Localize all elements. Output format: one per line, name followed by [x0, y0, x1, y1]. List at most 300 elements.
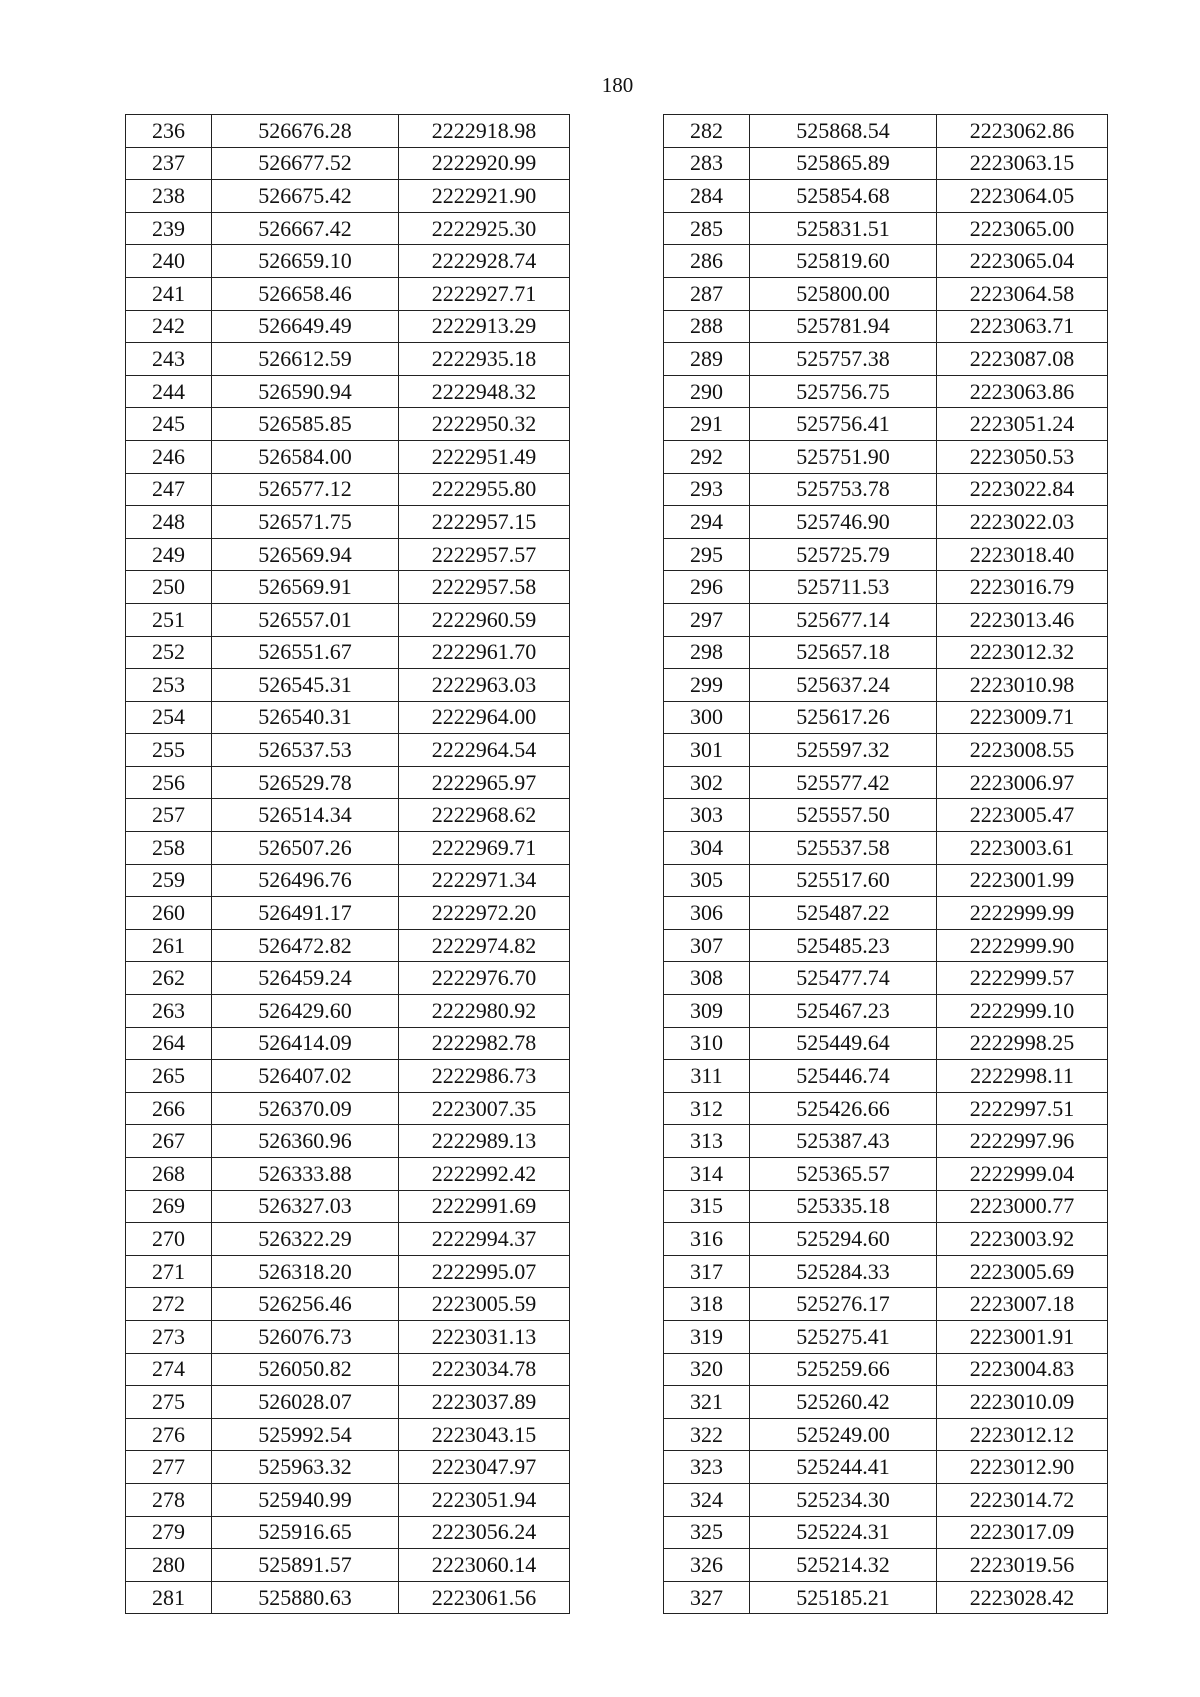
- point-number-cell: 300: [664, 701, 750, 734]
- point-number-cell: 247: [126, 473, 212, 506]
- point-number-cell: 268: [126, 1158, 212, 1191]
- y-coordinate-cell: 2223014.72: [937, 1483, 1108, 1516]
- x-coordinate-cell: 525467.23: [750, 995, 937, 1028]
- table-row: [126, 669, 570, 702]
- table-row: [664, 538, 1108, 571]
- table-row: [126, 506, 570, 539]
- y-coordinate-cell: 2223051.94: [399, 1483, 570, 1516]
- x-coordinate-cell: 525868.54: [750, 115, 937, 148]
- table-row: [664, 571, 1108, 604]
- x-coordinate-cell: 525725.79: [750, 538, 937, 571]
- x-coordinate-cell: 526612.59: [212, 343, 399, 376]
- table-row: [126, 962, 570, 995]
- point-number-cell: 270: [126, 1223, 212, 1256]
- table-row: [126, 375, 570, 408]
- table-row: [126, 440, 570, 473]
- x-coordinate-cell: 525449.64: [750, 1027, 937, 1060]
- y-coordinate-cell: 2222999.90: [937, 929, 1108, 962]
- y-coordinate-cell: 2222927.71: [399, 277, 570, 310]
- y-coordinate-cell: 2223003.61: [937, 832, 1108, 865]
- y-coordinate-cell: 2222964.00: [399, 701, 570, 734]
- y-coordinate-cell: 2222957.57: [399, 538, 570, 571]
- point-number-cell: 285: [664, 212, 750, 245]
- table-row: [126, 864, 570, 897]
- table-row: [664, 897, 1108, 930]
- table-row: [664, 1581, 1108, 1614]
- x-coordinate-cell: 525711.53: [750, 571, 937, 604]
- table-row: [664, 1320, 1108, 1353]
- y-coordinate-cell: 2223009.71: [937, 701, 1108, 734]
- point-number-cell: 251: [126, 603, 212, 636]
- table-row: [664, 375, 1108, 408]
- table-row: [126, 995, 570, 1028]
- y-coordinate-cell: 2222951.49: [399, 440, 570, 473]
- y-coordinate-cell: 2222955.80: [399, 473, 570, 506]
- table-row: [664, 1027, 1108, 1060]
- table-row: [664, 766, 1108, 799]
- y-coordinate-cell: 2222986.73: [399, 1060, 570, 1093]
- table-row: [126, 147, 570, 180]
- point-number-cell: 281: [126, 1581, 212, 1614]
- y-coordinate-cell: 2223087.08: [937, 343, 1108, 376]
- y-coordinate-cell: 2222994.37: [399, 1223, 570, 1256]
- x-coordinate-cell: 526537.53: [212, 734, 399, 767]
- table-row: [664, 832, 1108, 865]
- point-number-cell: 292: [664, 440, 750, 473]
- x-coordinate-cell: 525916.65: [212, 1516, 399, 1549]
- x-coordinate-cell: 525751.90: [750, 440, 937, 473]
- table-body: [126, 115, 570, 1614]
- point-number-cell: 238: [126, 180, 212, 213]
- y-coordinate-cell: 2222991.69: [399, 1190, 570, 1223]
- point-number-cell: 264: [126, 1027, 212, 1060]
- y-coordinate-cell: 2223010.98: [937, 669, 1108, 702]
- x-coordinate-cell: 526333.88: [212, 1158, 399, 1191]
- table-row: [664, 636, 1108, 669]
- table-row: [664, 962, 1108, 995]
- y-coordinate-cell: 2223028.42: [937, 1581, 1108, 1614]
- y-coordinate-cell: 2222980.92: [399, 995, 570, 1028]
- table-row: [664, 1125, 1108, 1158]
- x-coordinate-cell: 525854.68: [750, 180, 937, 213]
- y-coordinate-cell: 2222971.34: [399, 864, 570, 897]
- table-row: [126, 538, 570, 571]
- y-coordinate-cell: 2222976.70: [399, 962, 570, 995]
- y-coordinate-cell: 2222950.32: [399, 408, 570, 441]
- point-number-cell: 299: [664, 669, 750, 702]
- point-number-cell: 320: [664, 1353, 750, 1386]
- table-row: [664, 1353, 1108, 1386]
- x-coordinate-cell: 525276.17: [750, 1288, 937, 1321]
- point-number-cell: 318: [664, 1288, 750, 1321]
- x-coordinate-cell: 525284.33: [750, 1255, 937, 1288]
- x-coordinate-cell: 525677.14: [750, 603, 937, 636]
- x-coordinate-cell: 526370.09: [212, 1092, 399, 1125]
- table-row: [664, 603, 1108, 636]
- point-number-cell: 259: [126, 864, 212, 897]
- y-coordinate-cell: 2223060.14: [399, 1549, 570, 1582]
- point-number-cell: 284: [664, 180, 750, 213]
- y-coordinate-cell: 2223013.46: [937, 603, 1108, 636]
- table-row: [126, 1418, 570, 1451]
- table-row: [126, 1386, 570, 1419]
- point-number-cell: 253: [126, 669, 212, 702]
- y-coordinate-cell: 2223007.35: [399, 1092, 570, 1125]
- y-coordinate-cell: 2222995.07: [399, 1255, 570, 1288]
- point-number-cell: 277: [126, 1451, 212, 1484]
- point-number-cell: 275: [126, 1386, 212, 1419]
- point-number-cell: 321: [664, 1386, 750, 1419]
- coordinate-table-left: [125, 114, 570, 1614]
- table-row: [126, 180, 570, 213]
- point-number-cell: 242: [126, 310, 212, 343]
- point-number-cell: 290: [664, 375, 750, 408]
- table-row: [126, 832, 570, 865]
- point-number-cell: 256: [126, 766, 212, 799]
- x-coordinate-cell: 525259.66: [750, 1353, 937, 1386]
- table-row: [126, 1190, 570, 1223]
- table-row: [126, 701, 570, 734]
- table-row: [126, 1549, 570, 1582]
- point-number-cell: 280: [126, 1549, 212, 1582]
- point-number-cell: 283: [664, 147, 750, 180]
- point-number-cell: 325: [664, 1516, 750, 1549]
- point-number-cell: 312: [664, 1092, 750, 1125]
- y-coordinate-cell: 2223064.58: [937, 277, 1108, 310]
- x-coordinate-cell: 525477.74: [750, 962, 937, 995]
- point-number-cell: 296: [664, 571, 750, 604]
- x-coordinate-cell: 525577.42: [750, 766, 937, 799]
- point-number-cell: 246: [126, 440, 212, 473]
- x-coordinate-cell: 525756.75: [750, 375, 937, 408]
- table-row: [664, 408, 1108, 441]
- x-coordinate-cell: 525185.21: [750, 1581, 937, 1614]
- x-coordinate-cell: 525940.99: [212, 1483, 399, 1516]
- table-row: [126, 1125, 570, 1158]
- point-number-cell: 313: [664, 1125, 750, 1158]
- y-coordinate-cell: 2222957.58: [399, 571, 570, 604]
- y-coordinate-cell: 2222935.18: [399, 343, 570, 376]
- table-row: [126, 343, 570, 376]
- y-coordinate-cell: 2222964.54: [399, 734, 570, 767]
- x-coordinate-cell: 525992.54: [212, 1418, 399, 1451]
- point-number-cell: 261: [126, 929, 212, 962]
- point-number-cell: 310: [664, 1027, 750, 1060]
- y-coordinate-cell: 2223003.92: [937, 1223, 1108, 1256]
- x-coordinate-cell: 526540.31: [212, 701, 399, 734]
- y-coordinate-cell: 2222968.62: [399, 799, 570, 832]
- x-coordinate-cell: 525597.32: [750, 734, 937, 767]
- point-number-cell: 250: [126, 571, 212, 604]
- point-number-cell: 304: [664, 832, 750, 865]
- table-row: [664, 343, 1108, 376]
- x-coordinate-cell: 526028.07: [212, 1386, 399, 1419]
- y-coordinate-cell: 2222921.90: [399, 180, 570, 213]
- point-number-cell: 326: [664, 1549, 750, 1582]
- table-row: [664, 1288, 1108, 1321]
- y-coordinate-cell: 2223005.69: [937, 1255, 1108, 1288]
- point-number-cell: 267: [126, 1125, 212, 1158]
- page-number: 180: [601, 73, 634, 97]
- y-coordinate-cell: 2223001.91: [937, 1320, 1108, 1353]
- y-coordinate-cell: 2222928.74: [399, 245, 570, 278]
- point-number-cell: 274: [126, 1353, 212, 1386]
- y-coordinate-cell: 2222974.82: [399, 929, 570, 962]
- point-number-cell: 324: [664, 1483, 750, 1516]
- point-number-cell: 319: [664, 1320, 750, 1353]
- point-number-cell: 276: [126, 1418, 212, 1451]
- table-row: [126, 245, 570, 278]
- y-coordinate-cell: 2223016.79: [937, 571, 1108, 604]
- point-number-cell: 323: [664, 1451, 750, 1484]
- point-number-cell: 305: [664, 864, 750, 897]
- x-coordinate-cell: 525244.41: [750, 1451, 937, 1484]
- point-number-cell: 311: [664, 1060, 750, 1093]
- y-coordinate-cell: 2222998.11: [937, 1060, 1108, 1093]
- y-coordinate-cell: 2223019.56: [937, 1549, 1108, 1582]
- y-coordinate-cell: 2223022.03: [937, 506, 1108, 539]
- table-row: [664, 1516, 1108, 1549]
- point-number-cell: 316: [664, 1223, 750, 1256]
- point-number-cell: 306: [664, 897, 750, 930]
- point-number-cell: 308: [664, 962, 750, 995]
- y-coordinate-cell: 2223043.15: [399, 1418, 570, 1451]
- table-row: [126, 1451, 570, 1484]
- table-row: [126, 603, 570, 636]
- y-coordinate-cell: 2222972.20: [399, 897, 570, 930]
- point-number-cell: 248: [126, 506, 212, 539]
- x-coordinate-cell: 525753.78: [750, 473, 937, 506]
- x-coordinate-cell: 526050.82: [212, 1353, 399, 1386]
- point-number-cell: 279: [126, 1516, 212, 1549]
- table-row: [126, 1353, 570, 1386]
- y-coordinate-cell: 2223008.55: [937, 734, 1108, 767]
- y-coordinate-cell: 2223063.15: [937, 147, 1108, 180]
- table-row: [126, 636, 570, 669]
- x-coordinate-cell: 525819.60: [750, 245, 937, 278]
- x-coordinate-cell: 526459.24: [212, 962, 399, 995]
- point-number-cell: 293: [664, 473, 750, 506]
- x-coordinate-cell: 525224.31: [750, 1516, 937, 1549]
- table-row: [664, 115, 1108, 148]
- x-coordinate-cell: 526507.26: [212, 832, 399, 865]
- point-number-cell: 257: [126, 799, 212, 832]
- x-coordinate-cell: 526529.78: [212, 766, 399, 799]
- point-number-cell: 260: [126, 897, 212, 930]
- x-coordinate-cell: 525517.60: [750, 864, 937, 897]
- point-number-cell: 249: [126, 538, 212, 571]
- table-row: [126, 897, 570, 930]
- y-coordinate-cell: 2222920.99: [399, 147, 570, 180]
- x-coordinate-cell: 526327.03: [212, 1190, 399, 1223]
- point-number-cell: 244: [126, 375, 212, 408]
- point-number-cell: 317: [664, 1255, 750, 1288]
- y-coordinate-cell: 2223012.90: [937, 1451, 1108, 1484]
- x-coordinate-cell: 525537.58: [750, 832, 937, 865]
- x-coordinate-cell: 525746.90: [750, 506, 937, 539]
- table-body: [664, 115, 1108, 1614]
- x-coordinate-cell: 526585.85: [212, 408, 399, 441]
- point-number-cell: 263: [126, 995, 212, 1028]
- point-number-cell: 309: [664, 995, 750, 1028]
- y-coordinate-cell: 2223031.13: [399, 1320, 570, 1353]
- x-coordinate-cell: 525757.38: [750, 343, 937, 376]
- table-row: [126, 1060, 570, 1093]
- point-number-cell: 252: [126, 636, 212, 669]
- table-row: [664, 669, 1108, 702]
- y-coordinate-cell: 2223061.56: [399, 1581, 570, 1614]
- point-number-cell: 265: [126, 1060, 212, 1093]
- x-coordinate-cell: 526571.75: [212, 506, 399, 539]
- table-row: [664, 506, 1108, 539]
- x-coordinate-cell: 526677.52: [212, 147, 399, 180]
- x-coordinate-cell: 526491.17: [212, 897, 399, 930]
- table-row: [126, 1255, 570, 1288]
- y-coordinate-cell: 2223056.24: [399, 1516, 570, 1549]
- point-number-cell: 286: [664, 245, 750, 278]
- table-row: [126, 766, 570, 799]
- x-coordinate-cell: 526360.96: [212, 1125, 399, 1158]
- x-coordinate-cell: 526557.01: [212, 603, 399, 636]
- x-coordinate-cell: 525275.41: [750, 1320, 937, 1353]
- table-row: [126, 310, 570, 343]
- x-coordinate-cell: 526514.34: [212, 799, 399, 832]
- y-coordinate-cell: 2222963.03: [399, 669, 570, 702]
- x-coordinate-cell: 525657.18: [750, 636, 937, 669]
- point-number-cell: 307: [664, 929, 750, 962]
- y-coordinate-cell: 2223050.53: [937, 440, 1108, 473]
- x-coordinate-cell: 525260.42: [750, 1386, 937, 1419]
- table-row: [664, 1451, 1108, 1484]
- table-row: [126, 1027, 570, 1060]
- y-coordinate-cell: 2222989.13: [399, 1125, 570, 1158]
- point-number-cell: 288: [664, 310, 750, 343]
- x-coordinate-cell: 525487.22: [750, 897, 937, 930]
- x-coordinate-cell: 525637.24: [750, 669, 937, 702]
- x-coordinate-cell: 525249.00: [750, 1418, 937, 1451]
- x-coordinate-cell: 525365.57: [750, 1158, 937, 1191]
- table-row: [664, 277, 1108, 310]
- table-row: [664, 212, 1108, 245]
- point-number-cell: 287: [664, 277, 750, 310]
- table-row: [664, 799, 1108, 832]
- point-number-cell: 243: [126, 343, 212, 376]
- table-row: [664, 245, 1108, 278]
- x-coordinate-cell: 526076.73: [212, 1320, 399, 1353]
- x-coordinate-cell: 525963.32: [212, 1451, 399, 1484]
- y-coordinate-cell: 2223018.40: [937, 538, 1108, 571]
- table-row: [664, 1092, 1108, 1125]
- y-coordinate-cell: 2223034.78: [399, 1353, 570, 1386]
- point-number-cell: 322: [664, 1418, 750, 1451]
- table-row: [126, 799, 570, 832]
- y-coordinate-cell: 2223005.47: [937, 799, 1108, 832]
- y-coordinate-cell: 2223022.84: [937, 473, 1108, 506]
- point-number-cell: 291: [664, 408, 750, 441]
- y-coordinate-cell: 2223007.18: [937, 1288, 1108, 1321]
- x-coordinate-cell: 525617.26: [750, 701, 937, 734]
- y-coordinate-cell: 2222998.25: [937, 1027, 1108, 1060]
- table-row: [664, 1386, 1108, 1419]
- x-coordinate-cell: 525781.94: [750, 310, 937, 343]
- x-coordinate-cell: 525485.23: [750, 929, 937, 962]
- y-coordinate-cell: 2222999.10: [937, 995, 1108, 1028]
- table-row: [664, 995, 1108, 1028]
- table-row: [126, 473, 570, 506]
- point-number-cell: 295: [664, 538, 750, 571]
- y-coordinate-cell: 2223010.09: [937, 1386, 1108, 1419]
- table-row: [126, 929, 570, 962]
- point-number-cell: 315: [664, 1190, 750, 1223]
- y-coordinate-cell: 2222913.29: [399, 310, 570, 343]
- point-number-cell: 301: [664, 734, 750, 767]
- x-coordinate-cell: 526414.09: [212, 1027, 399, 1060]
- x-coordinate-cell: 525426.66: [750, 1092, 937, 1125]
- x-coordinate-cell: 526658.46: [212, 277, 399, 310]
- x-coordinate-cell: 526590.94: [212, 375, 399, 408]
- x-coordinate-cell: 525446.74: [750, 1060, 937, 1093]
- x-coordinate-cell: 525335.18: [750, 1190, 937, 1223]
- y-coordinate-cell: 2222965.97: [399, 766, 570, 799]
- point-number-cell: 298: [664, 636, 750, 669]
- point-number-cell: 240: [126, 245, 212, 278]
- x-coordinate-cell: 526649.49: [212, 310, 399, 343]
- table-row: [664, 440, 1108, 473]
- y-coordinate-cell: 2222969.71: [399, 832, 570, 865]
- table-row: [126, 212, 570, 245]
- x-coordinate-cell: 526676.28: [212, 115, 399, 148]
- x-coordinate-cell: 525800.00: [750, 277, 937, 310]
- table-row: [126, 1158, 570, 1191]
- table-row: [126, 1516, 570, 1549]
- y-coordinate-cell: 2223012.12: [937, 1418, 1108, 1451]
- table-row: [126, 571, 570, 604]
- table-row: [664, 473, 1108, 506]
- y-coordinate-cell: 2222918.98: [399, 115, 570, 148]
- x-coordinate-cell: 526472.82: [212, 929, 399, 962]
- table-row: [664, 734, 1108, 767]
- y-coordinate-cell: 2223000.77: [937, 1190, 1108, 1223]
- x-coordinate-cell: 526496.76: [212, 864, 399, 897]
- point-number-cell: 294: [664, 506, 750, 539]
- table-row: [664, 929, 1108, 962]
- y-coordinate-cell: 2223047.97: [399, 1451, 570, 1484]
- x-coordinate-cell: 526569.91: [212, 571, 399, 604]
- table-row: [126, 1320, 570, 1353]
- x-coordinate-cell: 526429.60: [212, 995, 399, 1028]
- point-number-cell: 327: [664, 1581, 750, 1614]
- coordinate-table-right: [663, 114, 1108, 1614]
- y-coordinate-cell: 2223062.86: [937, 115, 1108, 148]
- point-number-cell: 266: [126, 1092, 212, 1125]
- table-row: [664, 1255, 1108, 1288]
- y-coordinate-cell: 2222999.57: [937, 962, 1108, 995]
- y-coordinate-cell: 2223065.04: [937, 245, 1108, 278]
- y-coordinate-cell: 2223063.71: [937, 310, 1108, 343]
- table-row: [664, 1158, 1108, 1191]
- x-coordinate-cell: 525756.41: [750, 408, 937, 441]
- point-number-cell: 254: [126, 701, 212, 734]
- x-coordinate-cell: 526584.00: [212, 440, 399, 473]
- point-number-cell: 278: [126, 1483, 212, 1516]
- y-coordinate-cell: 2222961.70: [399, 636, 570, 669]
- y-coordinate-cell: 2223063.86: [937, 375, 1108, 408]
- x-coordinate-cell: 526569.94: [212, 538, 399, 571]
- table-row: [664, 1060, 1108, 1093]
- x-coordinate-cell: 525214.32: [750, 1549, 937, 1582]
- x-coordinate-cell: 526318.20: [212, 1255, 399, 1288]
- y-coordinate-cell: 2222999.99: [937, 897, 1108, 930]
